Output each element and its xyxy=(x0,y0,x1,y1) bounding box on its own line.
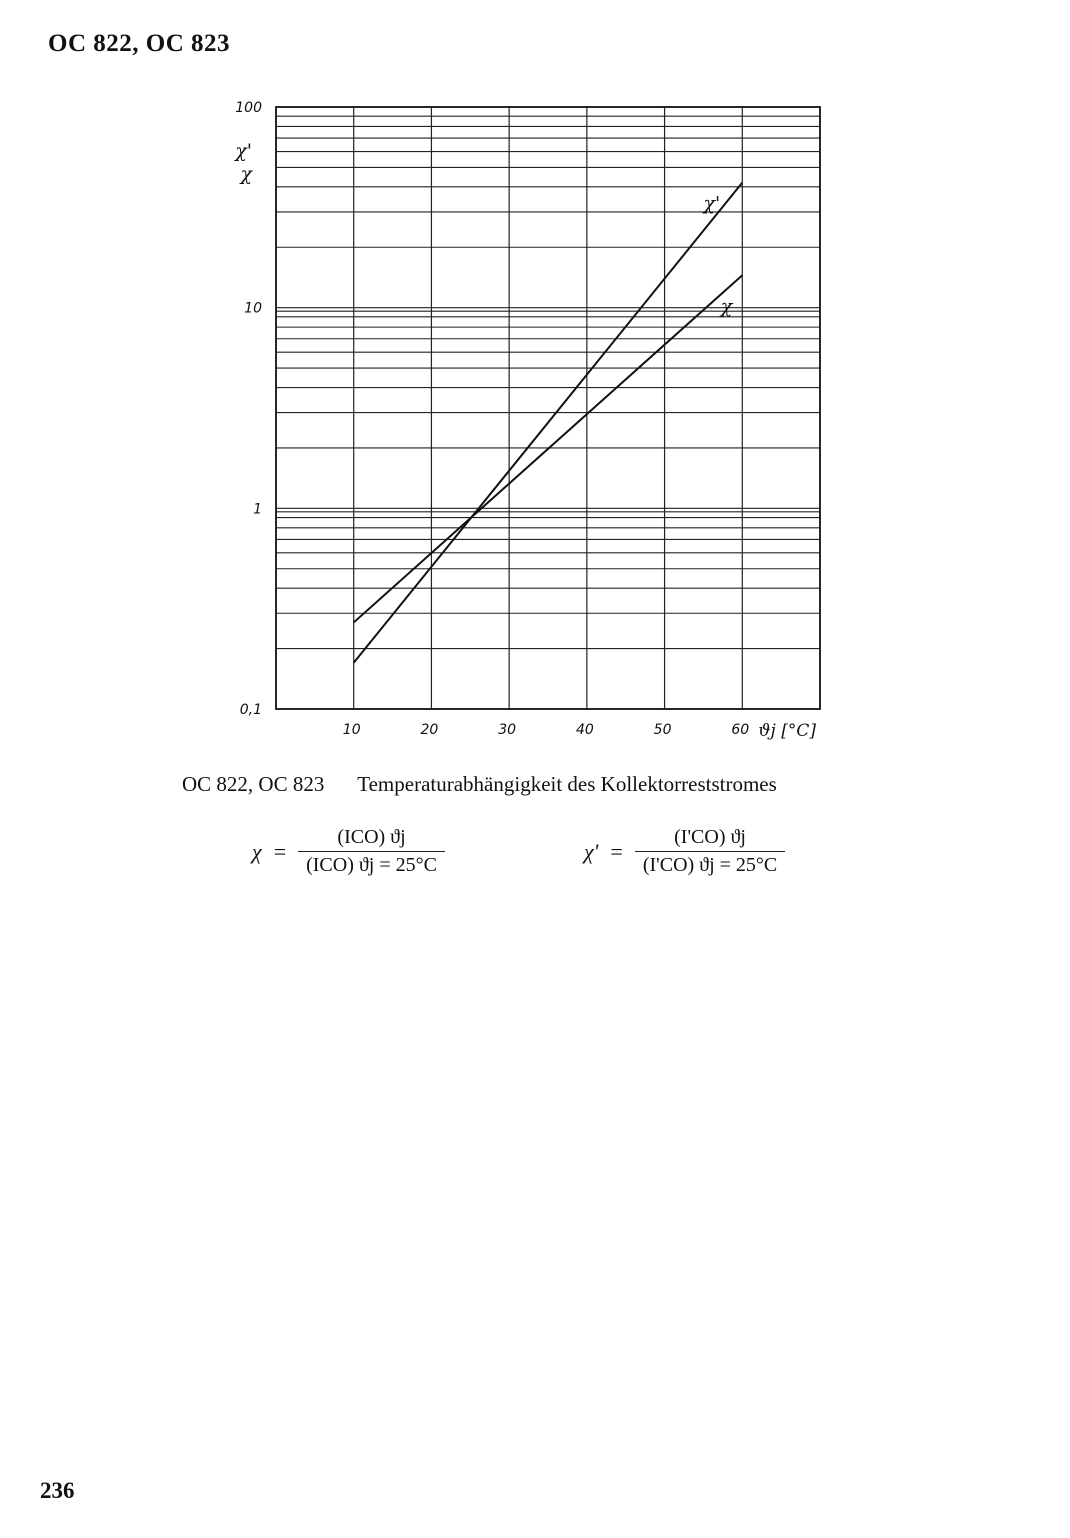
x-tick-label: 30 xyxy=(498,722,517,738)
formula-chi-numerator: (ICO) ϑj xyxy=(337,826,406,848)
formula-chi-prime xyxy=(584,826,785,877)
formula-chi-equals: = xyxy=(273,838,287,864)
page-number: 236 xyxy=(40,1478,75,1503)
caption-label: OC 822, OC 823 xyxy=(182,772,325,796)
x-tick-label: 40 xyxy=(575,722,594,738)
y-axis-symbol: χ xyxy=(240,163,252,185)
page-header-title: OC 822, OC 823 xyxy=(48,30,230,57)
y-tick-label: 1 xyxy=(253,501,262,518)
y-tick-label: 0,1 xyxy=(239,702,262,718)
caption-text: Temperaturabhängigkeit des Kollektorreststromes xyxy=(357,772,777,796)
formula-chi-symbol: χ xyxy=(252,838,262,864)
formula-chi xyxy=(252,826,445,877)
series-label: χ' xyxy=(703,192,721,215)
temperature-dependence-chart xyxy=(0,0,1070,760)
x-tick-label: 50 xyxy=(653,722,672,738)
series-line xyxy=(354,183,743,663)
chart-series xyxy=(354,183,743,663)
formula-chi-prime-symbol: χ' xyxy=(584,838,599,864)
formula-chi-prime-numerator: (I'CO) ϑj xyxy=(674,826,746,848)
y-axis-symbol: χ' xyxy=(235,140,252,162)
y-tick-label: 10 xyxy=(244,300,262,317)
series-label: χ xyxy=(720,295,733,318)
chart-labels xyxy=(233,100,816,741)
formula-chi-prime-fraction xyxy=(635,826,785,877)
y-tick-label: 100 xyxy=(235,100,262,116)
formula-chi-prime-equals: = xyxy=(610,838,623,864)
x-tick-label: 10 xyxy=(342,722,361,738)
x-tick-label: 20 xyxy=(420,722,439,738)
formula-chi-fraction xyxy=(298,826,445,877)
x-axis-label: ϑj [°C] xyxy=(758,721,816,741)
x-tick-label: 60 xyxy=(731,722,750,738)
formula-chi-denominator: (ICO) ϑj = 25°C xyxy=(298,851,445,877)
formula-chi-prime-denominator: (I'CO) ϑj = 25°C xyxy=(635,851,785,877)
figure-caption xyxy=(182,772,777,797)
